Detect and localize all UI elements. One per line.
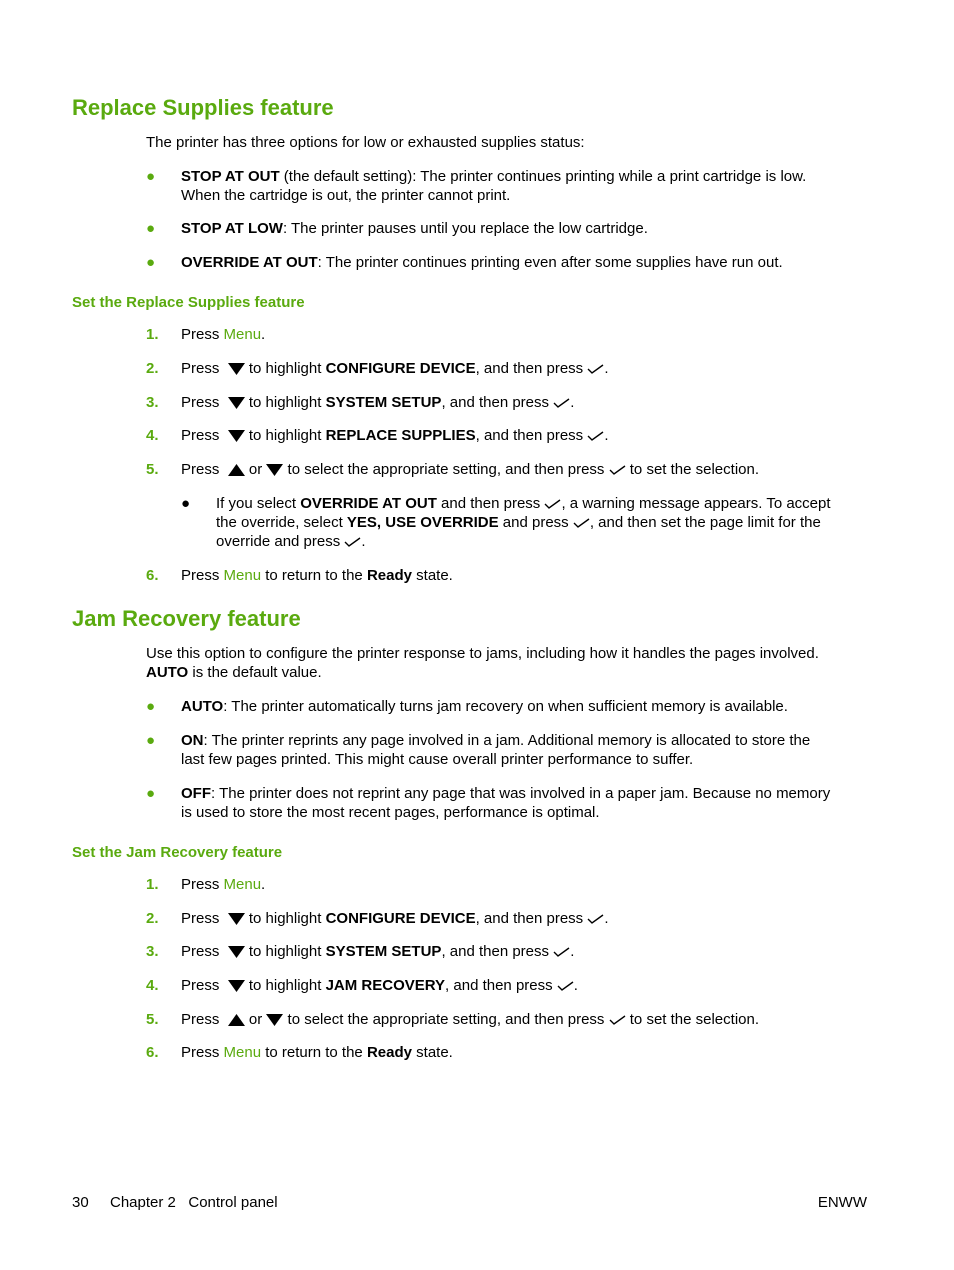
page-number: 30 xyxy=(72,1194,89,1211)
bullet-dot-icon: ● xyxy=(146,220,156,237)
list-item: ● OFF: The printer does not reprint any page that was involved in a paper jam. Because no memory is used to store the most recent pages, performance is optimal. xyxy=(146,785,831,821)
checkmark-icon xyxy=(553,397,570,409)
step-5: 5. Press or to select the appropriate setting, and then press to set the selection. xyxy=(146,461,760,478)
step-3: 3. Press to highlight SYSTEM SETUP, and then press . xyxy=(146,394,575,411)
menu-button-label: Menu xyxy=(223,567,262,584)
down-arrow-icon xyxy=(228,397,245,409)
subsection-title: Set the Replace Supplies feature xyxy=(72,294,305,311)
footer-right-label: ENWW xyxy=(817,1194,867,1211)
step-1: 1. Press Menu. xyxy=(146,326,266,343)
down-arrow-icon xyxy=(266,1014,283,1026)
checkmark-icon xyxy=(609,464,626,476)
checkmark-icon xyxy=(573,517,590,529)
up-arrow-icon xyxy=(228,464,245,476)
bullet-dot-icon: ● xyxy=(146,698,156,715)
menu-button-label: Menu xyxy=(223,1044,262,1061)
sub-list-item: ● If you select OVERRIDE AT OUT and then press , a warning message appears. To accept the override, select YES, USE OVERRIDE and press , and then set the page limit for the override and press . xyxy=(181,495,831,550)
list-item: ● OVERRIDE AT OUT: The printer continues printing even after some supplies have run out. xyxy=(146,254,783,271)
step-1: 1. Press Menu. xyxy=(146,876,266,893)
bullet-dot-icon: ● xyxy=(146,168,156,185)
down-arrow-icon xyxy=(228,980,245,992)
menu-button-label: Menu xyxy=(223,326,262,343)
bullet-dot-icon: ● xyxy=(146,254,156,271)
checkmark-icon xyxy=(344,536,361,548)
checkmark-icon xyxy=(557,980,574,992)
step-5: 5. Press or to select the appropriate setting, and then press to set the selection. xyxy=(146,1011,760,1028)
list-item: ● STOP AT OUT (the default setting): The printer continues printing while a print cartridge is low. When the cartridge is out, the printer cannot print. xyxy=(146,168,807,204)
section-title-replace-supplies: Replace Supplies feature xyxy=(72,95,334,120)
step-6: 6. Press Menu to return to the Ready state. xyxy=(146,1044,453,1061)
step-4: 4. Press to highlight JAM RECOVERY, and then press . xyxy=(146,977,578,994)
section-title-jam-recovery: Jam Recovery feature xyxy=(72,606,301,631)
bullet-dot-icon: ● xyxy=(181,495,191,512)
checkmark-icon xyxy=(587,363,604,375)
checkmark-icon xyxy=(609,1014,626,1026)
step-4: 4. Press to highlight REPLACE SUPPLIES, and then press . xyxy=(146,427,609,444)
down-arrow-icon xyxy=(228,430,245,442)
step-6: 6. Press Menu to return to the Ready state. xyxy=(146,567,453,584)
list-item: ● STOP AT LOW: The printer pauses until you replace the low cartridge. xyxy=(146,220,648,237)
bullet-dot-icon: ● xyxy=(146,732,156,749)
subsection-title: Set the Jam Recovery feature xyxy=(72,844,283,861)
step-2: 2. Press to highlight CONFIGURE DEVICE, and then press . xyxy=(146,360,609,377)
down-arrow-icon xyxy=(228,913,245,925)
checkmark-icon xyxy=(544,498,561,510)
step-3: 3. Press to highlight SYSTEM SETUP, and then press . xyxy=(146,943,575,960)
down-arrow-icon xyxy=(266,464,283,476)
checkmark-icon xyxy=(553,946,570,958)
list-item: ● AUTO: The printer automatically turns jam recovery on when sufficient memory is available. xyxy=(146,698,788,715)
bullet-dot-icon: ● xyxy=(146,785,156,802)
intro-paragraph: Use this option to configure the printer response to jams, including how it handles the pages involved. AUTO is the default value. xyxy=(146,645,819,681)
down-arrow-icon xyxy=(228,946,245,958)
intro-paragraph: The printer has three options for low or exhausted supplies status: xyxy=(146,134,585,151)
chapter-label: Chapter 2 Control panel xyxy=(110,1194,278,1211)
menu-button-label: Menu xyxy=(223,876,262,893)
step-2: 2. Press to highlight CONFIGURE DEVICE, and then press . xyxy=(146,910,609,927)
up-arrow-icon xyxy=(228,1014,245,1026)
list-item: ● ON: The printer reprints any page involved in a jam. Additional memory is allocated to store the last few pages printed. This might cause overall printer performance to suffer. xyxy=(146,732,811,768)
checkmark-icon xyxy=(587,913,604,925)
down-arrow-icon xyxy=(228,363,245,375)
checkmark-icon xyxy=(587,430,604,442)
